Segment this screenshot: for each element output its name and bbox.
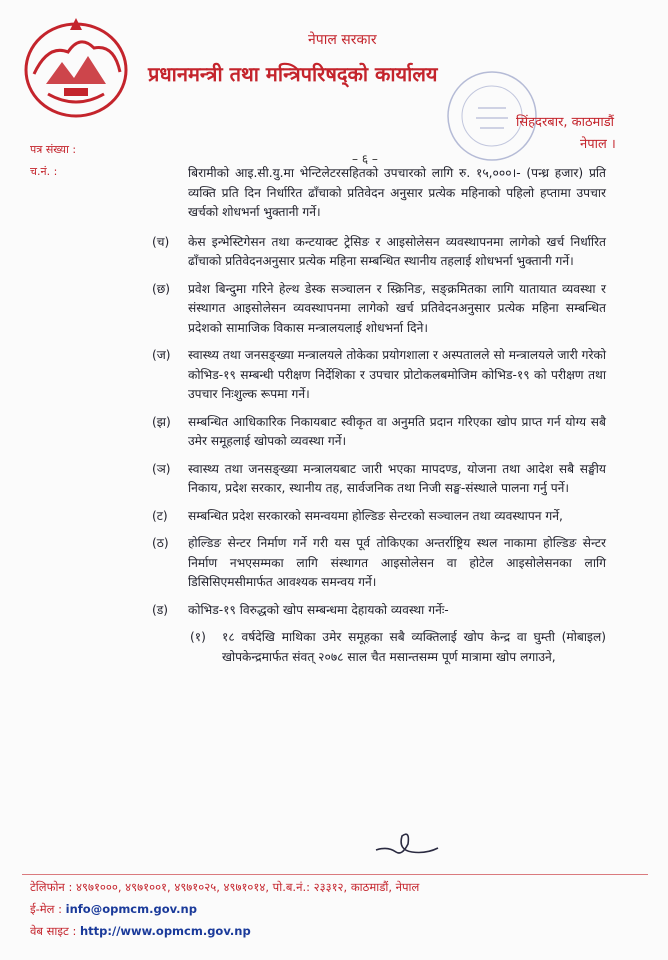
clause-marker: (ट) [152,508,168,523]
clause-text: सम्बन्धित प्रदेश सरकारको समन्वयमा होल्डिङ सेन्टरको सञ्चालन तथा व्यवस्थापन गर्ने, [188,508,563,523]
footer-website [30,924,251,939]
clause-item [152,460,606,499]
clause-item [152,601,606,621]
clause-item [152,413,606,452]
clause-item [152,346,606,405]
location-line-1: सिंहदरबार, काठमाडौं [516,115,615,130]
subitem-marker: (१) [190,630,206,644]
clause-text: कोभिड-१९ विरुद्धको खोप सम्बन्धमा देहायको व्यवस्था गर्नेः- [188,602,449,617]
clause-marker: (झ) [152,414,171,429]
email-label: ई-मेल : [30,902,62,916]
signature-icon [372,826,442,862]
phone-value: ४९७१०००, ४९७१००१, ४९७१०२५, ४९७१०१४, पो.ब.नं.: २३३१२, काठमाडौं, नेपाल [76,880,420,894]
clause-marker: (च) [152,234,170,249]
clause-item [152,534,606,593]
numbered-clauses [152,233,606,621]
page-number: – ६ – [352,152,378,166]
clause-marker: (ठ) [152,536,169,550]
footer-phone [30,880,419,895]
location-line-2: नेपाल । [580,137,616,152]
clause-marker: (ञ) [152,461,171,476]
letter-body [152,164,606,667]
office-title: प्रधानमन्त्री तथा मन्त्रिपरिषद्‌को कार्यालय [148,62,438,86]
website-link[interactable]: http://www.opmcm.gov.np [80,924,251,938]
clause-text: स्वास्थ्य तथा जनसङ्ख्या मन्त्रालयले तोकेका प्रयोगशाला र अस्पतालले सो मन्त्रालयले जारी गरेको कोभिड-१९ सम्बन्धी परीक्षण निर्देशिका र उपचार प्रोटोकलबमोजिम कोभिड-१९ को परीक्षण तथा उपचार निःशुल्क रूपमा गर्ने। [188,348,606,401]
nepal-emblem-icon [18,14,136,126]
website-label: वेब साइट : [30,924,77,938]
clause-item [152,507,606,527]
clause-text: प्रवेश बिन्दुमा गरिने हेल्थ डेस्क सञ्चालन र स्क्रिनिङ, सङ्क्रमितका लागि यातायात व्यवस्था र संस्थागत आइसोलेसन व्यवस्थापनमा लागेको खर्च प्रतिवेदनअनुसार प्रत्येक महिना सम्बन्धित प्रदेशको सामाजिक विकास मन्त्रालयलाई शोधभर्ना दिने। [188,281,606,335]
clause-text: सम्बन्धित आधिकारिक निकायबाट स्वीकृत वा अनुमति प्रदान गरिएका खोप प्राप्त गर्न योग्य सबै उमेर समूहलाई खोपको व्यवस्था गर्ने। [188,414,606,448]
subitem-text: १८ वर्षदेखि माथिका उमेर समूहका सबै व्यक्तिलाई खोप केन्द्र वा घुम्ती (मोबाइल) खोपकेन्द्रमार्फत संवत् २०७८ साल चैत मसान्तसम्म पूर्ण मात्रामा खोप लगाउने, [222,630,606,664]
clause-marker: (ज) [152,348,171,362]
clause-text: होल्डिङ सेन्टर निर्माण गर्ने गरी यस पूर्व तोकिएका अन्तर्राष्ट्रिय स्थल नाकामा होल्डिङ सेन्टर निर्माण नभएसम्मका लागि संस्थागत आइसोलेसन वा होटेल आइसोलेसनका लागि डिसिसिएमसीमार्फत आवश्यक समन्वय गर्ने। [188,536,606,589]
clause-text: केस इन्भेस्टिगेसन तथा कन्टयाक्ट ट्रेसिङ र आइसोलेसन व्यवस्थापनमा लागेको खर्च निर्धारित ढाँचाको प्रतिवेदनअनुसार प्रत्येक महिना सम्बन्धित स्थानीय तहलाई शोधभर्ना भुक्तानी गर्ने। [188,234,606,268]
phone-label: टेलिफोन : [30,880,73,894]
subitem-clause [190,628,606,667]
clause-marker: (छ) [152,281,171,296]
clause-item [152,233,606,272]
clause-marker: (ड) [152,602,169,617]
intro-paragraph: बिरामीको आइ.सी.यु.मा भेन्टिलेटरसहितको उपचारको लागि रु. १५,०००।- (पन्ध्र हजार) प्रति व्यक्ति प्रति दिन निर्धारित ढाँचाको प्रतिवेदन अनुसार प्रत्येक महिनाको पहिलो हप्तामा उपचार खर्चको शोधभर्ना भुक्तानी गर्ने। [188,166,606,219]
footer-divider [22,874,648,875]
clause-item [152,280,606,339]
clause-text: स्वास्थ्य तथा जनसङ्ख्या मन्त्रालयबाट जारी भएका मापदण्ड, योजना तथा आदेश सबै सङ्घीय निकाय, प्रदेश सरकार, स्थानीय तह, सार्वजनिक तथा निजी सङ्घ-संस्थाले पालना गर्नु पर्ने। [188,461,606,495]
gov-heading: नेपाल सरकार [308,32,377,48]
chalani-label: च.नं. : [30,165,58,178]
footer-email [30,902,197,917]
email-link[interactable]: info@opmcm.gov.np [65,902,197,916]
patra-sankhya-label: पत्र संख्या : [30,143,77,156]
